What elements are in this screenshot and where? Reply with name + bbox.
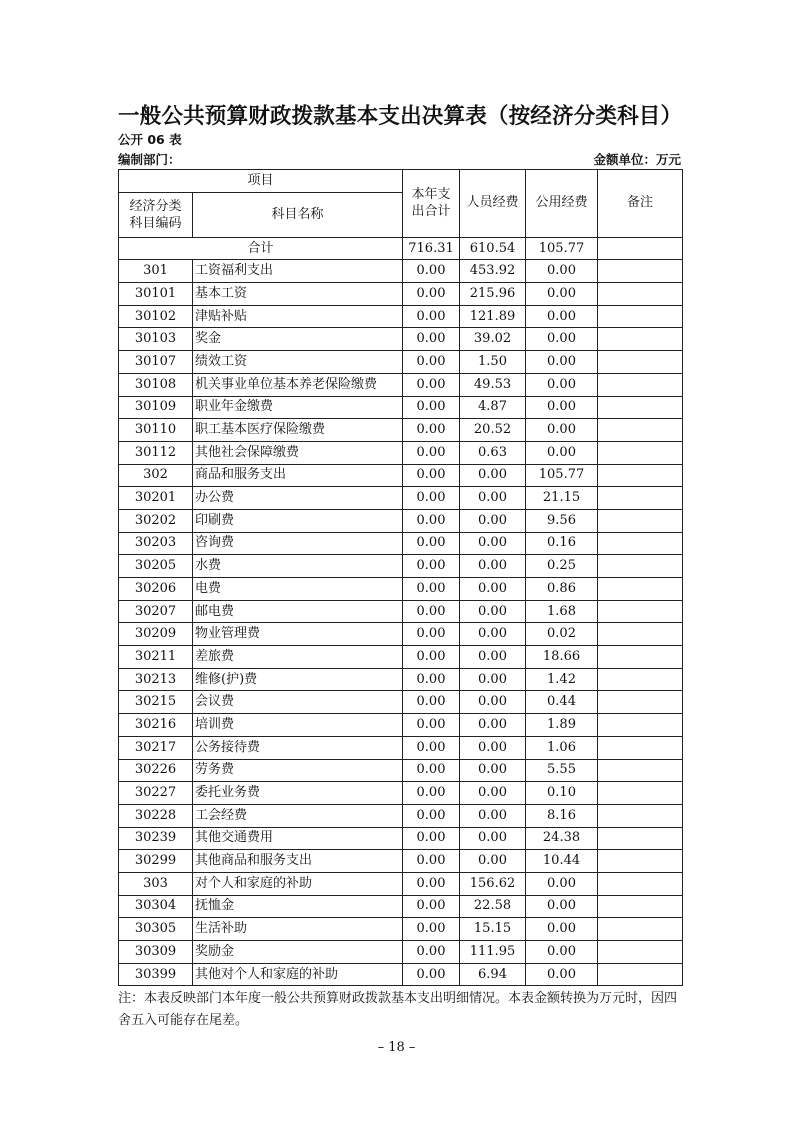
row-personnel: 0.00 bbox=[460, 532, 526, 555]
row-personnel: 1.50 bbox=[460, 351, 526, 374]
table-row bbox=[119, 578, 683, 601]
table-row bbox=[119, 691, 683, 714]
row-public: 0.00 bbox=[526, 373, 598, 396]
row-public: 1.68 bbox=[526, 600, 598, 623]
row-personnel: 39.02 bbox=[460, 328, 526, 351]
row-remark bbox=[598, 555, 683, 578]
row-public: 105.77 bbox=[526, 464, 598, 487]
table-row bbox=[119, 260, 683, 283]
row-personnel: 0.00 bbox=[460, 487, 526, 510]
row-name: 邮电费 bbox=[193, 600, 403, 623]
row-remark bbox=[598, 419, 683, 442]
row-code: 30299 bbox=[119, 850, 193, 873]
row-personnel: 0.00 bbox=[460, 714, 526, 737]
row-personnel: 0.00 bbox=[460, 623, 526, 646]
row-code: 30206 bbox=[119, 578, 193, 601]
row-total: 0.00 bbox=[403, 600, 460, 623]
row-name: 咨询费 bbox=[193, 532, 403, 555]
row-remark bbox=[598, 441, 683, 464]
page-title: 一般公共预算财政拨款基本支出决算表（按经济分类科目） bbox=[118, 104, 683, 129]
row-remark bbox=[598, 328, 683, 351]
row-personnel: 0.00 bbox=[460, 509, 526, 532]
row-public: 0.86 bbox=[526, 578, 598, 601]
row-code: 30211 bbox=[119, 646, 193, 669]
row-personnel: 15.15 bbox=[460, 918, 526, 941]
row-code: 30209 bbox=[119, 623, 193, 646]
table-row bbox=[119, 351, 683, 374]
row-code: 30239 bbox=[119, 827, 193, 850]
table-row bbox=[119, 419, 683, 442]
table-row bbox=[119, 328, 683, 351]
row-public: 0.00 bbox=[526, 351, 598, 374]
row-remark bbox=[598, 260, 683, 283]
table-row bbox=[119, 736, 683, 759]
row-remark bbox=[598, 600, 683, 623]
row-public: 9.56 bbox=[526, 509, 598, 532]
row-public: 0.00 bbox=[526, 918, 598, 941]
dept-label: 编制部门： bbox=[118, 152, 181, 167]
table-row bbox=[119, 305, 683, 328]
row-remark bbox=[598, 532, 683, 555]
table-row bbox=[119, 941, 683, 964]
row-code: 30213 bbox=[119, 668, 193, 691]
row-remark bbox=[598, 827, 683, 850]
row-total: 0.00 bbox=[403, 578, 460, 601]
row-remark bbox=[598, 941, 683, 964]
row-total: 0.00 bbox=[403, 646, 460, 669]
row-code: 30217 bbox=[119, 736, 193, 759]
row-name: 水费 bbox=[193, 555, 403, 578]
row-personnel: 156.62 bbox=[460, 872, 526, 895]
row-public: 0.00 bbox=[526, 963, 598, 986]
row-public: 0.00 bbox=[526, 305, 598, 328]
row-public: 0.00 bbox=[526, 872, 598, 895]
row-code: 30107 bbox=[119, 351, 193, 374]
row-code: 301 bbox=[119, 260, 193, 283]
row-total: 0.00 bbox=[403, 555, 460, 578]
row-code: 30216 bbox=[119, 714, 193, 737]
row-personnel: 0.63 bbox=[460, 441, 526, 464]
row-remark bbox=[598, 759, 683, 782]
table-row bbox=[119, 714, 683, 737]
table-number: 公开 06 表 bbox=[118, 132, 182, 147]
row-remark bbox=[598, 804, 683, 827]
row-name: 商品和服务支出 bbox=[193, 464, 403, 487]
row-personnel: 215.96 bbox=[460, 283, 526, 306]
row-public: 0.00 bbox=[526, 895, 598, 918]
row-total: 0.00 bbox=[403, 736, 460, 759]
row-public: 0.00 bbox=[526, 419, 598, 442]
row-total: 0.00 bbox=[403, 464, 460, 487]
row-public: 0.25 bbox=[526, 555, 598, 578]
row-total: 0.00 bbox=[403, 532, 460, 555]
row-public: 1.06 bbox=[526, 736, 598, 759]
row-code: 303 bbox=[119, 872, 193, 895]
row-remark bbox=[598, 872, 683, 895]
row-name: 生活补助 bbox=[193, 918, 403, 941]
page-number: – 18 – bbox=[377, 1040, 416, 1055]
sum-total: 716.31 bbox=[403, 237, 460, 260]
row-total: 0.00 bbox=[403, 918, 460, 941]
sum-label: 合计 bbox=[119, 237, 403, 260]
row-public: 24.38 bbox=[526, 827, 598, 850]
row-personnel: 453.92 bbox=[460, 260, 526, 283]
row-code: 30102 bbox=[119, 305, 193, 328]
row-total: 0.00 bbox=[403, 941, 460, 964]
row-remark bbox=[598, 487, 683, 510]
table-row bbox=[119, 895, 683, 918]
row-remark bbox=[598, 464, 683, 487]
row-total: 0.00 bbox=[403, 668, 460, 691]
row-personnel: 0.00 bbox=[460, 736, 526, 759]
row-personnel: 0.00 bbox=[460, 668, 526, 691]
row-total: 0.00 bbox=[403, 691, 460, 714]
row-public: 0.16 bbox=[526, 532, 598, 555]
row-total: 0.00 bbox=[403, 487, 460, 510]
header-remark: 备注 bbox=[598, 170, 683, 238]
row-code: 30207 bbox=[119, 600, 193, 623]
row-public: 0.10 bbox=[526, 782, 598, 805]
row-name: 劳务费 bbox=[193, 759, 403, 782]
row-personnel: 0.00 bbox=[460, 827, 526, 850]
row-personnel: 20.52 bbox=[460, 419, 526, 442]
row-name: 基本工资 bbox=[193, 283, 403, 306]
table-row bbox=[119, 532, 683, 555]
table-row bbox=[119, 509, 683, 532]
sum-personnel: 610.54 bbox=[460, 237, 526, 260]
row-name: 其他交通费用 bbox=[193, 827, 403, 850]
row-name: 公务接待费 bbox=[193, 736, 403, 759]
row-remark bbox=[598, 714, 683, 737]
row-total: 0.00 bbox=[403, 895, 460, 918]
row-remark bbox=[598, 373, 683, 396]
table-row bbox=[119, 646, 683, 669]
header-code bbox=[119, 192, 193, 237]
table-row bbox=[119, 850, 683, 873]
row-public: 0.00 bbox=[526, 396, 598, 419]
row-personnel: 0.00 bbox=[460, 691, 526, 714]
footnote: 注：本表反映部门本年度一般公共预算财政拨款基本支出明细情况。本表金额转换为万元时，因四舍五入可能存在尾差。 bbox=[118, 991, 678, 1028]
row-name: 奖金 bbox=[193, 328, 403, 351]
row-name: 维修(护)费 bbox=[193, 668, 403, 691]
row-public: 21.15 bbox=[526, 487, 598, 510]
row-personnel: 0.00 bbox=[460, 578, 526, 601]
row-total: 0.00 bbox=[403, 850, 460, 873]
row-code: 30101 bbox=[119, 283, 193, 306]
row-name: 机关事业单位基本养老保险缴费 bbox=[193, 373, 403, 396]
row-public: 1.89 bbox=[526, 714, 598, 737]
row-personnel: 0.00 bbox=[460, 555, 526, 578]
row-public: 5.55 bbox=[526, 759, 598, 782]
row-public: 18.66 bbox=[526, 646, 598, 669]
row-code: 302 bbox=[119, 464, 193, 487]
row-public: 0.00 bbox=[526, 283, 598, 306]
row-total: 0.00 bbox=[403, 827, 460, 850]
row-personnel: 0.00 bbox=[460, 464, 526, 487]
table-row bbox=[119, 782, 683, 805]
table-row bbox=[119, 441, 683, 464]
header-item: 项目 bbox=[119, 170, 403, 193]
row-total: 0.00 bbox=[403, 509, 460, 532]
row-personnel: 0.00 bbox=[460, 646, 526, 669]
row-name: 奖励金 bbox=[193, 941, 403, 964]
row-personnel: 0.00 bbox=[460, 804, 526, 827]
row-public: 10.44 bbox=[526, 850, 598, 873]
row-remark bbox=[598, 850, 683, 873]
row-code: 30112 bbox=[119, 441, 193, 464]
row-total: 0.00 bbox=[403, 804, 460, 827]
row-total: 0.00 bbox=[403, 782, 460, 805]
row-public: 8.16 bbox=[526, 804, 598, 827]
row-code: 30202 bbox=[119, 509, 193, 532]
row-name: 电费 bbox=[193, 578, 403, 601]
row-code: 30203 bbox=[119, 532, 193, 555]
row-name: 其他社会保障缴费 bbox=[193, 441, 403, 464]
table-row bbox=[119, 487, 683, 510]
row-personnel: 0.00 bbox=[460, 782, 526, 805]
table-row bbox=[119, 464, 683, 487]
sum-row bbox=[119, 237, 683, 260]
sum-public: 105.77 bbox=[526, 237, 598, 260]
row-code: 30227 bbox=[119, 782, 193, 805]
row-name: 印刷费 bbox=[193, 509, 403, 532]
row-total: 0.00 bbox=[403, 963, 460, 986]
row-code: 30103 bbox=[119, 328, 193, 351]
row-code: 30215 bbox=[119, 691, 193, 714]
table-row bbox=[119, 555, 683, 578]
row-remark bbox=[598, 578, 683, 601]
row-total: 0.00 bbox=[403, 714, 460, 737]
header-personnel: 人员经费 bbox=[460, 170, 526, 238]
row-personnel: 0.00 bbox=[460, 759, 526, 782]
row-personnel: 111.95 bbox=[460, 941, 526, 964]
row-code: 30305 bbox=[119, 918, 193, 941]
expenditure-table bbox=[118, 169, 683, 986]
row-remark bbox=[598, 736, 683, 759]
row-public: 0.02 bbox=[526, 623, 598, 646]
row-remark bbox=[598, 895, 683, 918]
row-remark bbox=[598, 782, 683, 805]
row-name: 物业管理费 bbox=[193, 623, 403, 646]
header-name: 科目名称 bbox=[193, 192, 403, 237]
row-total: 0.00 bbox=[403, 260, 460, 283]
row-code: 30228 bbox=[119, 804, 193, 827]
row-total: 0.00 bbox=[403, 441, 460, 464]
table-row bbox=[119, 827, 683, 850]
row-code: 30226 bbox=[119, 759, 193, 782]
row-personnel: 49.53 bbox=[460, 373, 526, 396]
row-public: 0.00 bbox=[526, 260, 598, 283]
header-total bbox=[403, 170, 460, 238]
row-remark bbox=[598, 351, 683, 374]
row-remark bbox=[598, 963, 683, 986]
row-total: 0.00 bbox=[403, 419, 460, 442]
row-remark bbox=[598, 691, 683, 714]
unit-label: 金额单位：万元 bbox=[593, 152, 681, 167]
row-remark bbox=[598, 305, 683, 328]
row-personnel: 121.89 bbox=[460, 305, 526, 328]
row-code: 30309 bbox=[119, 941, 193, 964]
row-personnel: 0.00 bbox=[460, 600, 526, 623]
row-public: 0.00 bbox=[526, 328, 598, 351]
row-name: 职业年金缴费 bbox=[193, 396, 403, 419]
header-total-text: 本年支出合计 bbox=[411, 187, 451, 220]
table-row bbox=[119, 918, 683, 941]
row-personnel: 22.58 bbox=[460, 895, 526, 918]
row-public: 0.00 bbox=[526, 441, 598, 464]
row-code: 30399 bbox=[119, 963, 193, 986]
row-code: 30201 bbox=[119, 487, 193, 510]
row-code: 30205 bbox=[119, 555, 193, 578]
table-row bbox=[119, 283, 683, 306]
row-total: 0.00 bbox=[403, 623, 460, 646]
row-personnel: 6.94 bbox=[460, 963, 526, 986]
row-name: 其他对个人和家庭的补助 bbox=[193, 963, 403, 986]
row-name: 职工基本医疗保险缴费 bbox=[193, 419, 403, 442]
table-row bbox=[119, 872, 683, 895]
row-total: 0.00 bbox=[403, 328, 460, 351]
row-personnel: 0.00 bbox=[460, 850, 526, 873]
row-name: 对个人和家庭的补助 bbox=[193, 872, 403, 895]
row-code: 30108 bbox=[119, 373, 193, 396]
row-remark bbox=[598, 396, 683, 419]
row-name: 工会经费 bbox=[193, 804, 403, 827]
row-remark bbox=[598, 918, 683, 941]
table-row bbox=[119, 804, 683, 827]
row-name: 津贴补贴 bbox=[193, 305, 403, 328]
row-name: 抚恤金 bbox=[193, 895, 403, 918]
row-name: 委托业务费 bbox=[193, 782, 403, 805]
row-public: 0.44 bbox=[526, 691, 598, 714]
row-total: 0.00 bbox=[403, 396, 460, 419]
row-remark bbox=[598, 283, 683, 306]
row-code: 30109 bbox=[119, 396, 193, 419]
row-name: 培训费 bbox=[193, 714, 403, 737]
row-personnel: 4.87 bbox=[460, 396, 526, 419]
row-total: 0.00 bbox=[403, 283, 460, 306]
table-row bbox=[119, 963, 683, 986]
row-name: 绩效工资 bbox=[193, 351, 403, 374]
row-total: 0.00 bbox=[403, 373, 460, 396]
table-row bbox=[119, 396, 683, 419]
table-row bbox=[119, 373, 683, 396]
header-public: 公用经费 bbox=[526, 170, 598, 238]
row-total: 0.00 bbox=[403, 305, 460, 328]
row-public: 1.42 bbox=[526, 668, 598, 691]
table-row bbox=[119, 623, 683, 646]
row-remark bbox=[598, 623, 683, 646]
table-row bbox=[119, 759, 683, 782]
row-name: 差旅费 bbox=[193, 646, 403, 669]
row-remark bbox=[598, 509, 683, 532]
header-code-text: 经济分类科目编码 bbox=[129, 198, 182, 231]
row-name: 会议费 bbox=[193, 691, 403, 714]
row-public: 0.00 bbox=[526, 941, 598, 964]
row-total: 0.00 bbox=[403, 872, 460, 895]
row-code: 30110 bbox=[119, 419, 193, 442]
row-total: 0.00 bbox=[403, 759, 460, 782]
row-remark bbox=[598, 668, 683, 691]
row-code: 30304 bbox=[119, 895, 193, 918]
sum-remark bbox=[598, 237, 683, 260]
row-name: 其他商品和服务支出 bbox=[193, 850, 403, 873]
row-remark bbox=[598, 646, 683, 669]
row-total: 0.00 bbox=[403, 351, 460, 374]
table-row bbox=[119, 668, 683, 691]
table-row bbox=[119, 600, 683, 623]
row-name: 工资福利支出 bbox=[193, 260, 403, 283]
row-name: 办公费 bbox=[193, 487, 403, 510]
